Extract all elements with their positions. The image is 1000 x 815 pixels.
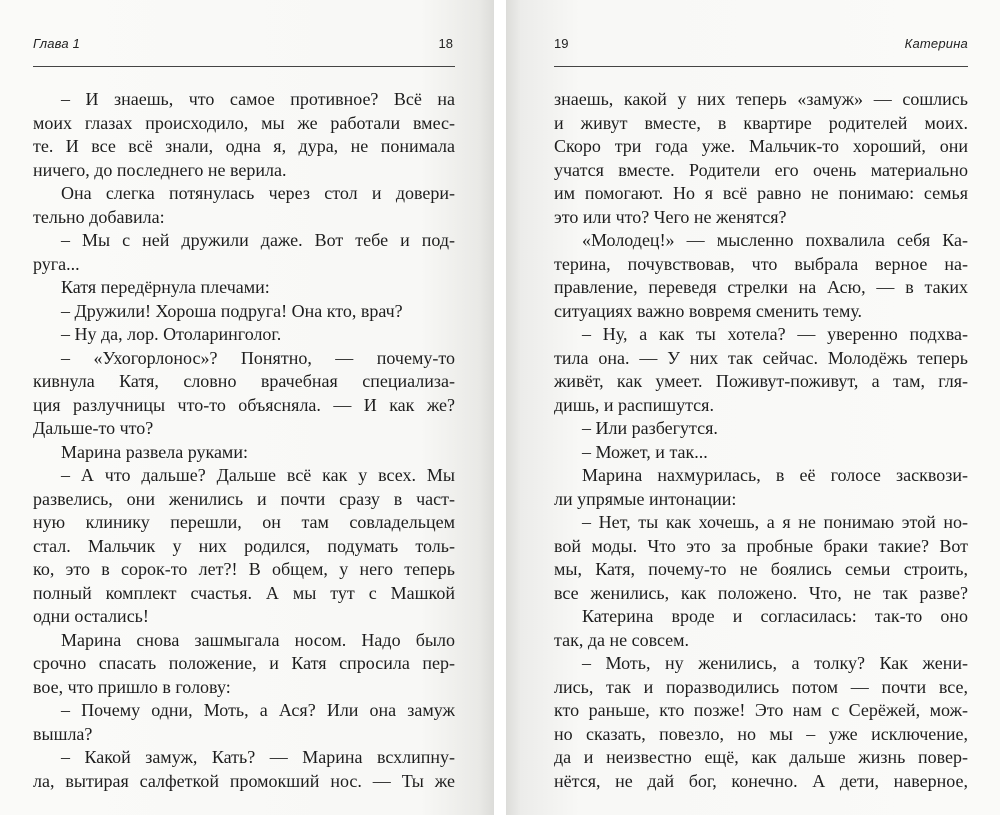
text-line: и живут вместе, в квартире родителей моих. [554, 112, 968, 133]
text-line: терина, почувствовав, что выбрала верное на- [554, 253, 968, 274]
text-line: это или что? Чего не женятся? [554, 206, 787, 227]
text-line: дишь, и распишутся. [554, 394, 714, 415]
text-line: – Мы с ней дружили даже. Вот тебе и под- [61, 230, 455, 250]
text-line: мы, Катя, почему-то не боялись семьи строить, [554, 559, 968, 579]
text-line: – Или разбегутся. [582, 418, 718, 438]
text-line: – Какой замуж, Кать? — Марина всхлипну- [61, 747, 455, 767]
text-line: все женились, как положено. Что, не так разве? [554, 582, 968, 603]
text-line: ситуациях важно вовремя сменить тему. [554, 300, 863, 321]
right-running-head [554, 36, 968, 58]
header-rule [33, 66, 455, 67]
text-line: знаешь, какой у них теперь «замуж» — сошлись [554, 89, 968, 109]
text-line: ла, вытирая салфеткой промокший нос. — Ты же [33, 770, 455, 791]
text-line: развелись, они женились и почти сразу в част- [33, 488, 455, 509]
text-line: «Молодец!» — мысленно похвалила себя Ка- [582, 230, 968, 250]
text-line: лись, так и поразводились потом — почти все, [554, 676, 968, 697]
text-line: срочно спасать положение, и Катя спросила пер- [33, 653, 455, 673]
text-line: нётся, не дай бог, конечно. А дети, наверное, [554, 770, 968, 791]
text-line: – Нет, ты как хочешь, а я не понимаю этой но- [582, 512, 968, 532]
text-line: те. И все всё знали, одна я, дура, не понимала [33, 136, 455, 156]
text-line: Катерина вроде и согласилась: так-то оно [582, 606, 968, 626]
text-line: – Моть, ну женились, а толку? Как жени- [582, 653, 968, 673]
text-line: ко, это в сорок-то лет?! В общем, у него теперь [33, 559, 455, 579]
text-line: – И знаешь, что самое противное? Всё на [61, 89, 455, 109]
text-line: – А что дальше? Дальше всё как у всех. Мы [61, 465, 455, 485]
text-line: ную клинику перешли, он там совладельцем [33, 512, 455, 532]
text-line: – Может, и так... [582, 441, 708, 462]
text-line: тила она. — У них так сейчас. Молодёжь теперь [554, 347, 968, 368]
page-number: 19 [554, 36, 569, 51]
text-line: правление, переведя стрелки на Асю, — в таких [554, 277, 968, 297]
text-line: кивнула Катя, словно врачебная специализа- [33, 371, 455, 391]
text-line: кто раньше, кто позже! Это нам с Серёжей, мож- [554, 700, 968, 720]
left-running-head [33, 36, 455, 58]
text-line: живёт, как умеет. Поживут-поживут, а там, гля- [554, 371, 968, 391]
text-line: одни остались! [33, 606, 149, 626]
text-line: учатся вместе. Родители его очень материально [554, 159, 968, 180]
text-line: стал. Мальчик у них родился, подумать толь- [33, 535, 455, 556]
text-line: ничего, до последнего не верила. [33, 159, 287, 180]
text-line: полный комплект счастья. А мы тут с Машкой [33, 582, 455, 603]
text-line: Марина нахмурилась, в её голосе засквози- [582, 465, 968, 485]
text-line: Катя передёрнула плечами: [61, 277, 270, 297]
chapter-title: Глава 1 [33, 36, 81, 51]
book-gutter [494, 0, 506, 815]
right-body-text [554, 88, 968, 793]
text-line: – Дружили! Хороша подруга! Она кто, врач? [61, 300, 403, 321]
running-title: Катерина [904, 36, 968, 51]
text-line: тельно добавила: [33, 206, 165, 227]
text-line: Скоро три года уже. Мальчик-то хороший, они [554, 136, 968, 156]
text-line: но сказать, повезло, но мы – уже исключение, [554, 723, 968, 744]
text-line: ция разлучницы что-то объясняла. — И как же? [33, 394, 455, 415]
text-line: вое, что пришло в голову: [33, 676, 231, 697]
right-page [506, 0, 1000, 815]
header-rule [554, 66, 968, 67]
text-line: Она слегка потянулась через стол и довери- [61, 183, 455, 203]
text-line: ли упрямые интонации: [554, 488, 737, 509]
text-line: – Ну да, лор. Отоларинголог. [61, 324, 282, 344]
text-line: им помогают. Но я всё равно не понимаю: семья [554, 183, 968, 203]
left-page [0, 0, 494, 815]
text-line: да и неизвестно ещё, как дальше жизнь повер- [554, 747, 968, 767]
text-line: так, да не совсем. [554, 629, 690, 650]
text-line: Дальше-то что? [33, 418, 154, 438]
text-line: руга... [33, 253, 80, 274]
text-line: вой моды. Что это за пробные браки такие? Вот [554, 535, 968, 556]
text-line: – Ну, а как ты хотела? — уверенно подхва- [582, 324, 968, 344]
left-body-text [33, 88, 455, 793]
text-line: – «Ухогорлонос»? Понятно, — почему-то [61, 347, 455, 368]
text-line: вышла? [33, 723, 93, 744]
text-line: моих глазах происходило, мы же работали вмес- [33, 112, 455, 133]
text-line: Марина развела руками: [61, 441, 248, 462]
text-line: – Почему одни, Моть, а Ася? Или она замуж [61, 700, 455, 720]
text-line: Марина снова зашмыгала носом. Надо было [61, 629, 455, 650]
page-number: 18 [438, 36, 453, 51]
